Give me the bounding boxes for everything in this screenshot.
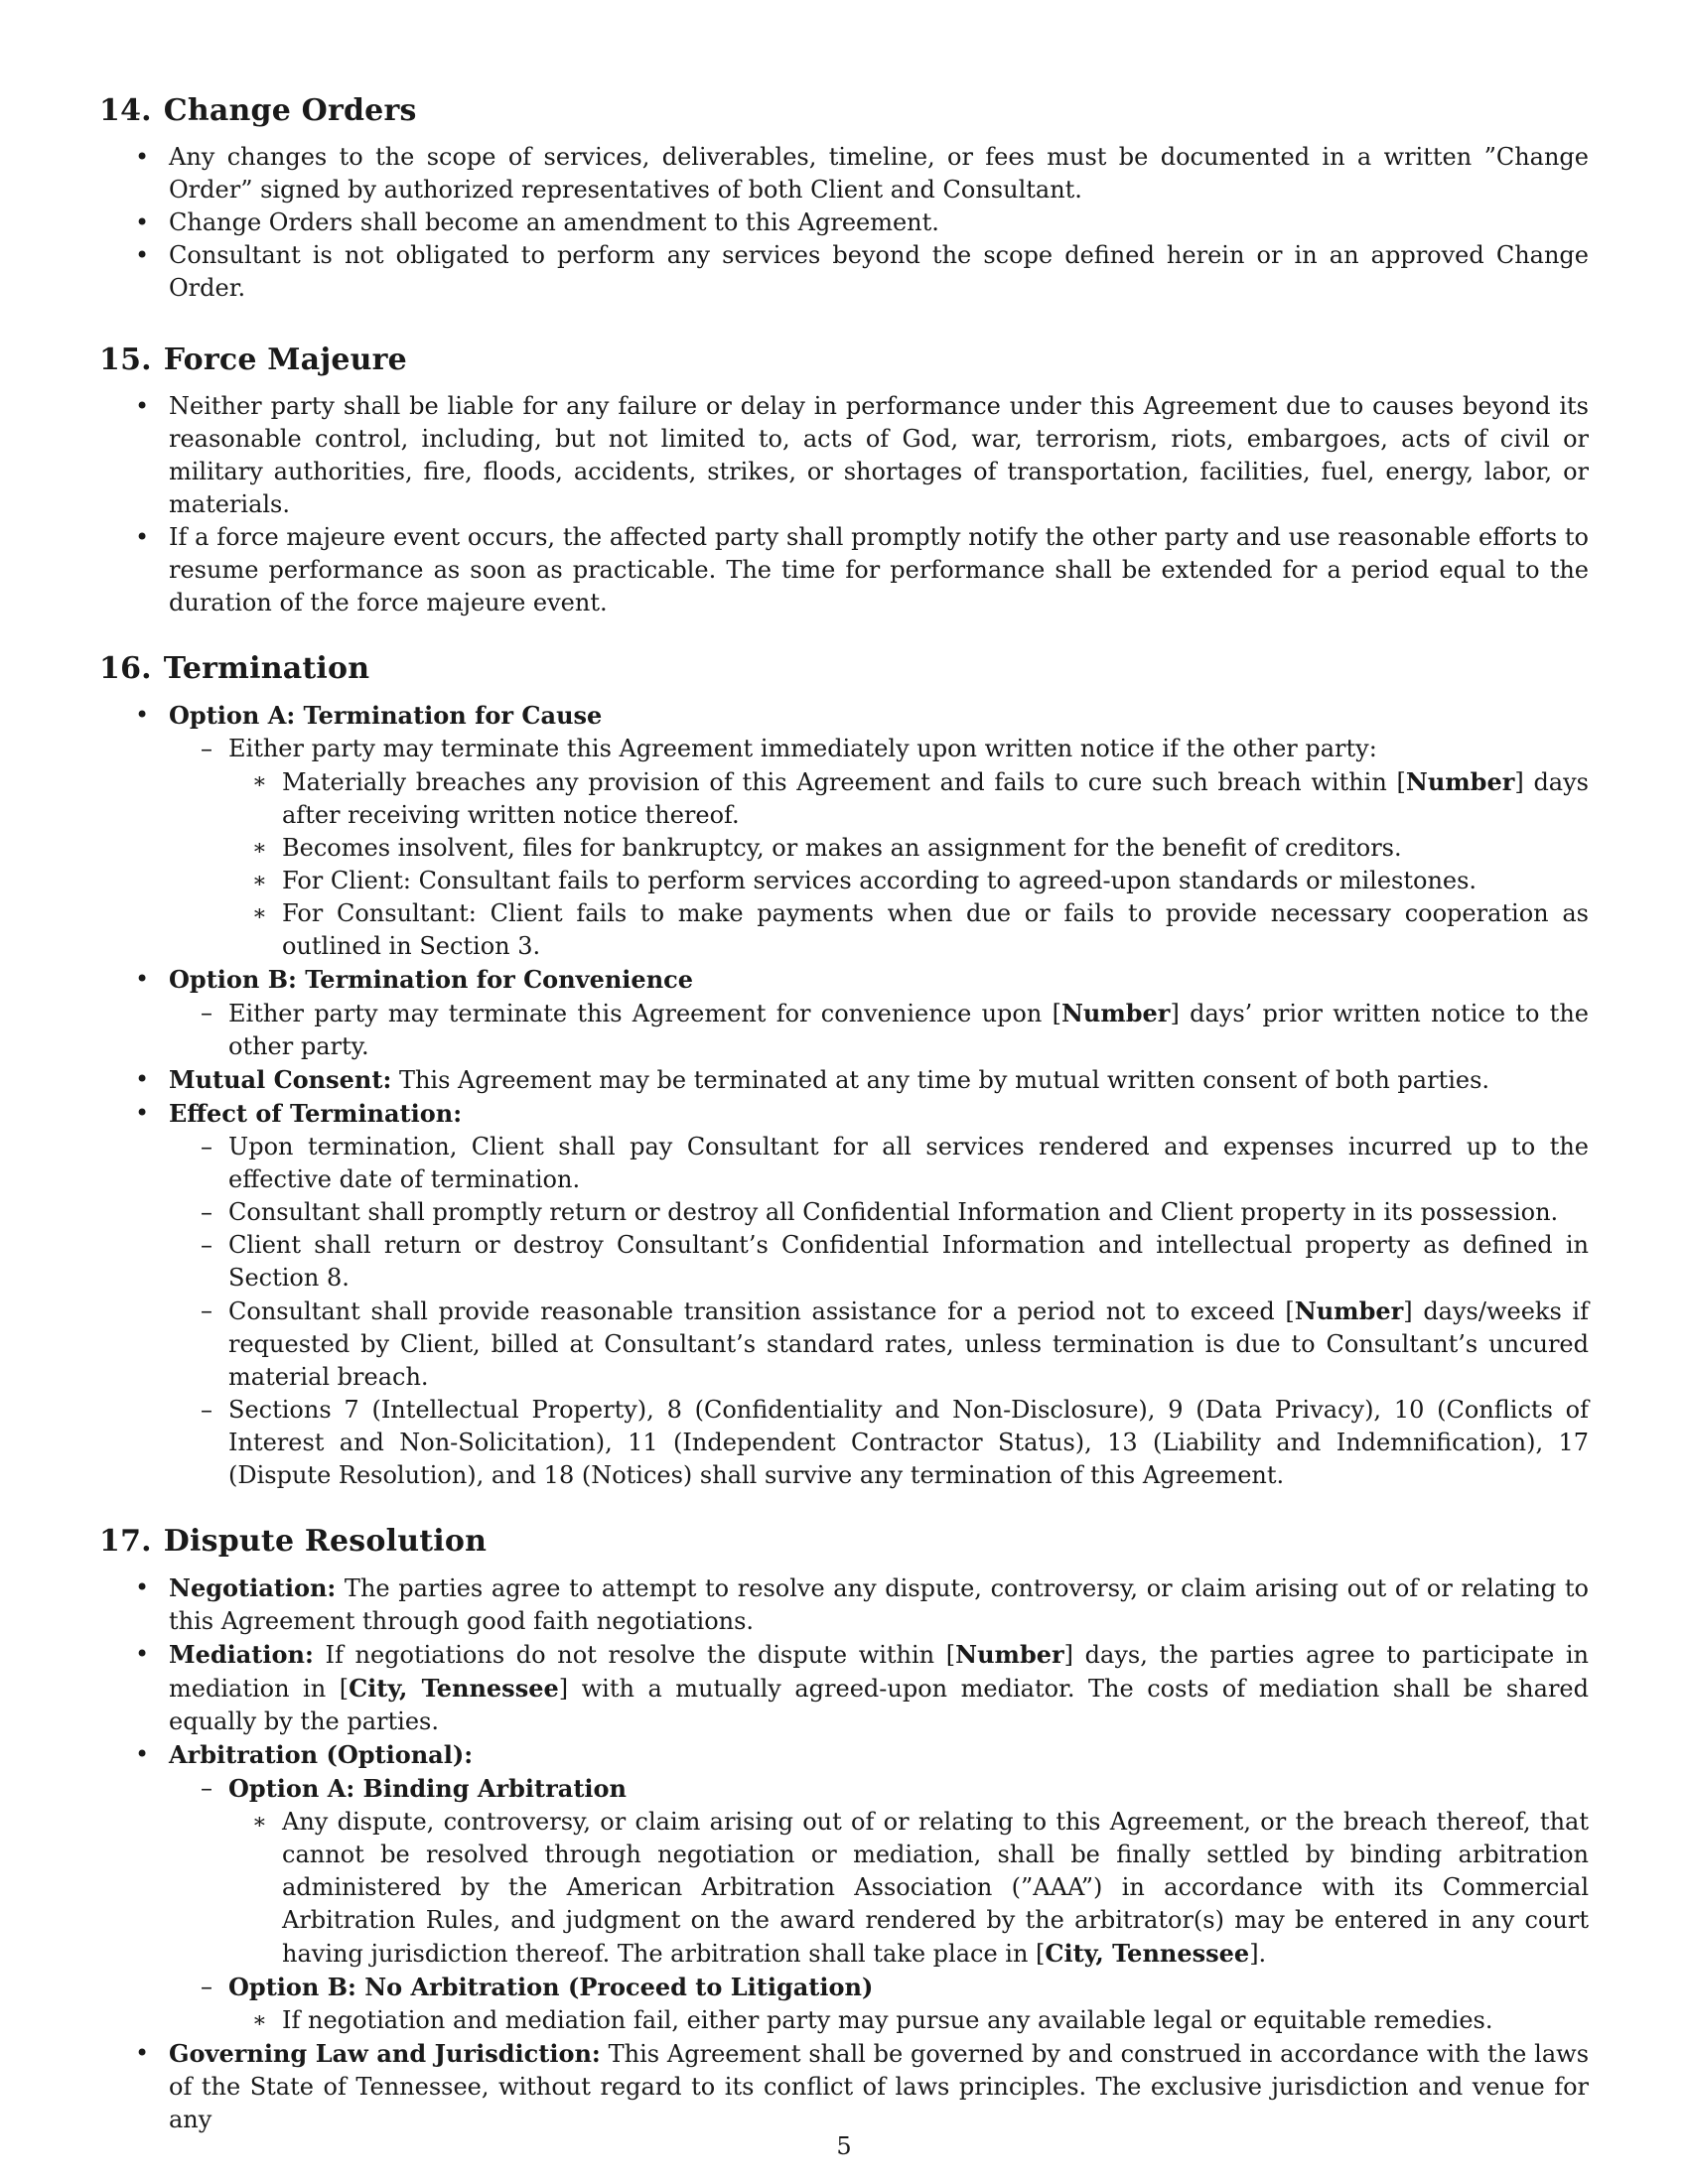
- section-termination: [99, 649, 1589, 1492]
- section-title: Force Majeure: [163, 342, 407, 377]
- list-item: ∗ For Consultant: Client fails to make payments when due or fails to provide necessary cooperation as outlined in Section 3.: [228, 897, 1589, 963]
- star-list: [228, 1806, 1589, 1971]
- list-item: • Consultant is not obligated to perform any services beyond the scope defined herein or in an approved Change Order.: [99, 239, 1589, 305]
- text-run: ] days, the parties agree to participate in mediation in [: [169, 1641, 1589, 1703]
- section-heading: [99, 341, 1589, 380]
- option-heading: Option B: Termination for Convenience: [169, 965, 694, 994]
- text-run: Any dispute, controversy, or claim arising out of or relating to this Agreement, or the breach thereof, that cannot be resolved through negotiation or mediation, shall be finally settled by binding arbitration administered by the American Arbitration Association (”AAA”) in accordance with its Commercial Arbitration Rules, and judgment on the award rendered by the arbitrator(s) may be entered in any court having jurisdiction thereof. The arbitration shall take place in [: [282, 1808, 1589, 1968]
- text-run: This Agreement may be terminated at any time by mutual written consent of both parties.: [391, 1066, 1490, 1094]
- list-item: • If a force majeure event occurs, the affected party shall promptly notify the other party and use reasonable efforts to resume performance as soon as practicable. The time for performance shall be extended for a period equal to the duration of the force majeure event.: [99, 521, 1589, 619]
- list-item: – Client shall return or destroy Consultant’s Confidential Information and intellectual property as defined in Section 8.: [169, 1229, 1589, 1295]
- document-body: [99, 91, 1589, 2166]
- section-title: Termination: [163, 651, 370, 686]
- text-run: Either party may terminate this Agreement for convenience upon [: [228, 1000, 1061, 1027]
- section-dispute-resolution: [99, 1522, 1589, 2136]
- placeholder-number: Number: [955, 1640, 1064, 1669]
- text-run: ] days’ prior written notice to the other party.: [228, 1000, 1589, 1060]
- item-lead: Arbitration (Optional):: [169, 1740, 474, 1769]
- list-item: ∗ Becomes insolvent, files for bankruptcy, or makes an assignment for the benefit of creditors.: [228, 832, 1589, 865]
- text-run: ] days/weeks if requested by Client, billed at Consultant’s standard rates, unless termination is due to Consultant’s uncured material breach.: [228, 1297, 1589, 1391]
- section-force-majeure: [99, 341, 1589, 619]
- dash-list: [228, 997, 1589, 1063]
- list-item: • Any changes to the scope of services, deliverables, timeline, or fees must be documented in a written ”Change Order” signed by authorized representatives of both Client and Consultant.: [99, 141, 1589, 206]
- item-lead: Governing Law and Jurisdiction:: [169, 2039, 601, 2068]
- list-item: – Sections 7 (Intellectual Property), 8 (Confidentiality and Non-Disclosure), 9 (Data Privacy), 10 (Conflicts of Interest and Non-Solicitation), 11 (Independent Contractor Status), 13 (Liability and Indemnification), 17 (Dispute Resolution), and 18 (Notices) shall survive any termination of this Agreement.: [169, 1394, 1589, 1492]
- section-heading: [99, 91, 1589, 131]
- section-title: Change Orders: [163, 93, 417, 128]
- list-item: • Neither party shall be liable for any failure or delay in performance under this Agreement due to causes beyond its reasonable control, including, but not limited to, acts of God, war, terrorism, riots, embargoes, acts of civil or military authorities, fire, floods, accidents, strikes, or shortages of transportation, facilities, fuel, energy, labor, or materials.: [99, 390, 1589, 521]
- list-item: [169, 1295, 1589, 1394]
- section-change-orders: [99, 91, 1589, 305]
- list-item-text: Either party may terminate this Agreement immediately upon written notice if the other party:: [228, 735, 1377, 762]
- list-item: [228, 1806, 1589, 1971]
- star-list: [228, 765, 1589, 963]
- text-run: The parties agree to attempt to resolve any dispute, controversy, or claim arising out of or relating to this Agreement through good faith negotiations.: [169, 1574, 1589, 1635]
- text-run: Materially breaches any provision of this Agreement and fails to cure such breach within [: [282, 768, 1406, 796]
- section-number: 15.: [99, 342, 152, 377]
- section-heading: [99, 649, 1589, 689]
- text-run: If negotiations do not resolve the dispute within [: [313, 1641, 956, 1669]
- list-item-governing-law: [99, 2037, 1589, 2136]
- list-item-effect-of-termination: [99, 1097, 1589, 1492]
- section-number: 17.: [99, 1524, 152, 1559]
- list-item-mutual-consent: [99, 1063, 1589, 1097]
- placeholder-number: Number: [1060, 999, 1171, 1027]
- placeholder-number: Number: [1294, 1297, 1404, 1325]
- text-run: ] days after receiving written notice thereof.: [282, 768, 1589, 829]
- list-item-option-a: [99, 699, 1589, 963]
- list-item: – Consultant shall promptly return or destroy all Confidential Information and Client property in its possession.: [169, 1196, 1589, 1229]
- list-item-option-b: [99, 963, 1589, 1063]
- bullet-list: [99, 699, 1589, 1492]
- section-number: 14.: [99, 93, 152, 128]
- item-lead: Negotiation:: [169, 1573, 337, 1602]
- item-lead: Effect of Termination:: [169, 1099, 463, 1128]
- list-item: [228, 765, 1589, 832]
- bullet-list: [99, 141, 1589, 305]
- dash-list: [228, 1131, 1589, 1492]
- list-item: ∗ If negotiation and mediation fail, either party may pursue any available legal or equitable remedies.: [228, 2004, 1589, 2037]
- text-run: Consultant shall provide reasonable transition assistance for a period not to exceed [: [228, 1297, 1295, 1325]
- bullet-list: [99, 390, 1589, 619]
- list-item: [169, 997, 1589, 1063]
- list-item: – Upon termination, Client shall pay Consultant for all services rendered and expenses incurred up to the effective date of termination.: [169, 1131, 1589, 1196]
- text-run: ].: [1249, 1940, 1267, 1968]
- text-run: This Agreement shall be governed by and construed in accordance with the laws of the State of Tennessee, without regard to its conflict of laws principles. The exclusive jurisdiction and venue for any: [169, 2040, 1590, 2133]
- list-item-negotiation: [99, 1571, 1589, 1638]
- option-heading: Option A: Binding Arbitration: [228, 1774, 627, 1803]
- list-item-mediation: [99, 1638, 1589, 1738]
- list-item: • Change Orders shall become an amendment to this Agreement.: [99, 206, 1589, 239]
- dash-list: [228, 1772, 1589, 2037]
- option-heading: Option A: Termination for Cause: [169, 701, 603, 730]
- section-heading: [99, 1522, 1589, 1562]
- option-heading: Option B: No Arbitration (Proceed to Litigation): [228, 1973, 874, 2001]
- placeholder-city: City, Tennessee: [1045, 1939, 1250, 1968]
- item-lead: Mediation:: [169, 1640, 314, 1669]
- list-item: [169, 1971, 1589, 2037]
- dash-list: [228, 733, 1589, 963]
- star-list: [228, 2004, 1589, 2037]
- placeholder-city: City, Tennessee: [349, 1674, 559, 1703]
- page-number: 5: [836, 2132, 852, 2160]
- list-item: [169, 733, 1589, 963]
- text-run: ] with a mutually agreed-upon mediator. The costs of mediation shall be shared equally by the parties.: [169, 1675, 1589, 1735]
- item-lead: Mutual Consent:: [169, 1065, 392, 1094]
- list-item-arbitration: [99, 1738, 1589, 2037]
- section-title: Dispute Resolution: [163, 1524, 488, 1559]
- section-number: 16.: [99, 651, 152, 686]
- list-item: [169, 1772, 1589, 1971]
- bullet-list: [99, 1571, 1589, 2136]
- placeholder-number: Number: [1405, 767, 1515, 796]
- list-item: ∗ For Client: Consultant fails to perform services according to agreed-upon standards or milestones.: [228, 865, 1589, 897]
